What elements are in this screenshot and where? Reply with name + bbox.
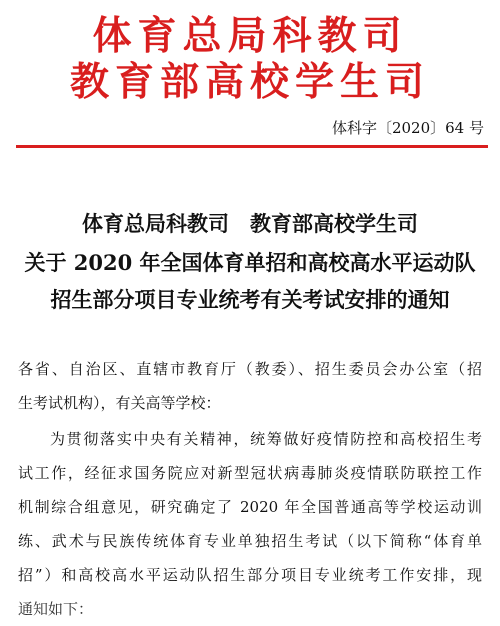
issuer-line-2: 教育部高校学生司 (69, 59, 430, 105)
salutation (0, 352, 500, 420)
title-line-1: 体育总局科教司 教育部高校学生司 (82, 211, 418, 236)
issuer-line-1: 体育总局科教司 (92, 13, 408, 59)
paragraph-line: 招”）和高校高水平运动队招生部分项目专业统考工作安排，现 (18, 566, 482, 584)
title-line-2: 关于 2020 年全国体育单招和高校高水平运动队 (24, 250, 476, 275)
body-paragraph (0, 422, 500, 626)
red-divider (16, 145, 488, 148)
paragraph-line-partial: 通知如下： (18, 600, 94, 618)
document-number: 体科字〔2020〕64 号 (331, 119, 484, 137)
paragraph-line: 为贯彻落实中央有关精神，统筹做好疫情防控和高校招生考 (50, 430, 482, 448)
paragraph-line: 练、武术与民族传统体育专业单独招生考试（以下简称“体育单 (18, 532, 482, 550)
paragraph-line: 试工作，经征求国务院应对新型冠状病毒肺炎疫情联防联控工作 (18, 464, 482, 482)
paragraph-line: 机制综合组意见，研究确定了 2020 年全国普通高等学校运动训 (18, 498, 482, 516)
title-line-3: 招生部分项目专业统考有关考试安排的通知 (50, 287, 450, 312)
salutation-line: 生考试机构），有关高等学校： (18, 394, 221, 412)
salutation-line: 各省、自治区、直辖市教育厅（教委）、招生委员会办公室（招 (18, 360, 482, 378)
